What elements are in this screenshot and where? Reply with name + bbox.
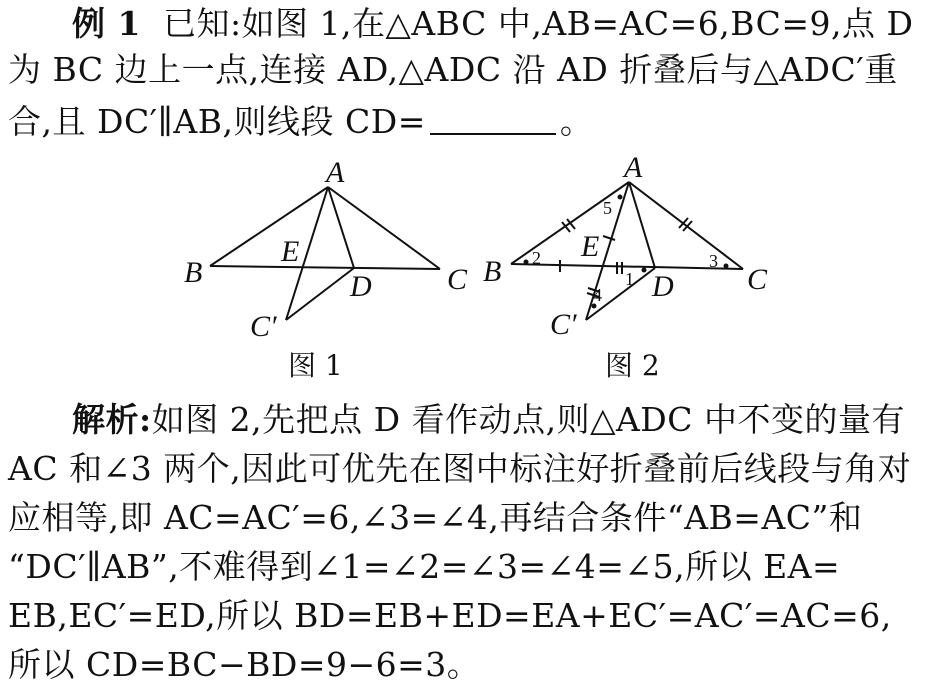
solution-text-1: 如图 2,先把点 D 看作动点,则△ADC 中不变的量有 <box>151 400 905 439</box>
solution-line-5: EB,EC′=ED,所以 BD=EB+ED=EA+EC′=AC′=AC=6, <box>8 596 892 635</box>
fig1-segment-ad <box>328 187 354 268</box>
solution-heading: 解析: <box>72 400 152 439</box>
fig2-dot-5 <box>618 195 623 200</box>
fig2-segment-ac <box>629 182 743 269</box>
fig2-angle-5: 5 <box>603 198 612 218</box>
fig1-label-d: D <box>350 270 372 303</box>
problem-title: 例 1 <box>72 4 141 43</box>
fig1-segment-dc-prime <box>286 268 354 320</box>
solution-line-4: “DC′∥AB”,不难得到∠1=∠2=∠3=∠4=∠5,所以 EA= <box>8 547 841 586</box>
fig1-segment-ac <box>328 187 440 269</box>
fig2-angle-1: 1 <box>625 269 634 289</box>
fig1-label-a: A <box>326 156 345 189</box>
fig2-tick-ae <box>603 236 615 240</box>
fig2-segment-ad <box>629 182 655 268</box>
solution-line-3: 应相等,即 AC=AC′=6,∠3=∠4,再结合条件“AB=AC”和 <box>8 498 863 537</box>
fig2-angle-2: 2 <box>532 248 541 268</box>
fig2-dot-1 <box>642 268 647 273</box>
fig2-angle-4: 4 <box>593 285 602 305</box>
fig1-caption: 图 1 <box>288 349 343 382</box>
fig1-label-e: E <box>281 235 300 268</box>
figure-1 <box>210 187 440 320</box>
fig2-caption: 图 2 <box>605 349 660 382</box>
fig2-angle-3: 3 <box>709 251 718 271</box>
fig2-dot-3 <box>724 264 729 269</box>
problem-line-2: 为 BC 边上一点,连接 AD,△ADC 沿 AD 折叠后与△ADC′重 <box>8 50 898 89</box>
fig2-angle-dots <box>524 195 729 309</box>
solution-line-6: 所以 CD=BC−BD=9−6=3。 <box>8 645 481 684</box>
fig2-label-d: D <box>652 270 674 303</box>
fig2-label-a: A <box>624 151 643 184</box>
solution-line-1 <box>72 398 905 442</box>
fig2-label-c-prime: C′ <box>550 308 577 341</box>
problem-text-3: 合,且 DC′∥AB,则线段 CD= <box>8 102 426 141</box>
problem-text-1: 已知:如图 1,在△ABC 中,AB=AC=6,BC=9,点 D <box>162 4 914 43</box>
solution-line-2: AC 和∠3 两个,因此可优先在图中标注好折叠前后线段与角对 <box>8 449 912 488</box>
fig1-label-b: B <box>184 256 203 289</box>
fig2-label-b: B <box>483 255 502 288</box>
fig1-segment-ab <box>210 187 328 266</box>
fig2-label-e: E <box>581 230 600 263</box>
fig1-label-c: C <box>447 263 468 296</box>
fig2-label-c: C <box>747 263 768 296</box>
problem-text-3-end: 。 <box>559 102 594 141</box>
fig1-label-c-prime: C′ <box>250 310 277 343</box>
fig1-segment-bc <box>210 266 440 269</box>
fig2-dot-2 <box>524 260 529 265</box>
